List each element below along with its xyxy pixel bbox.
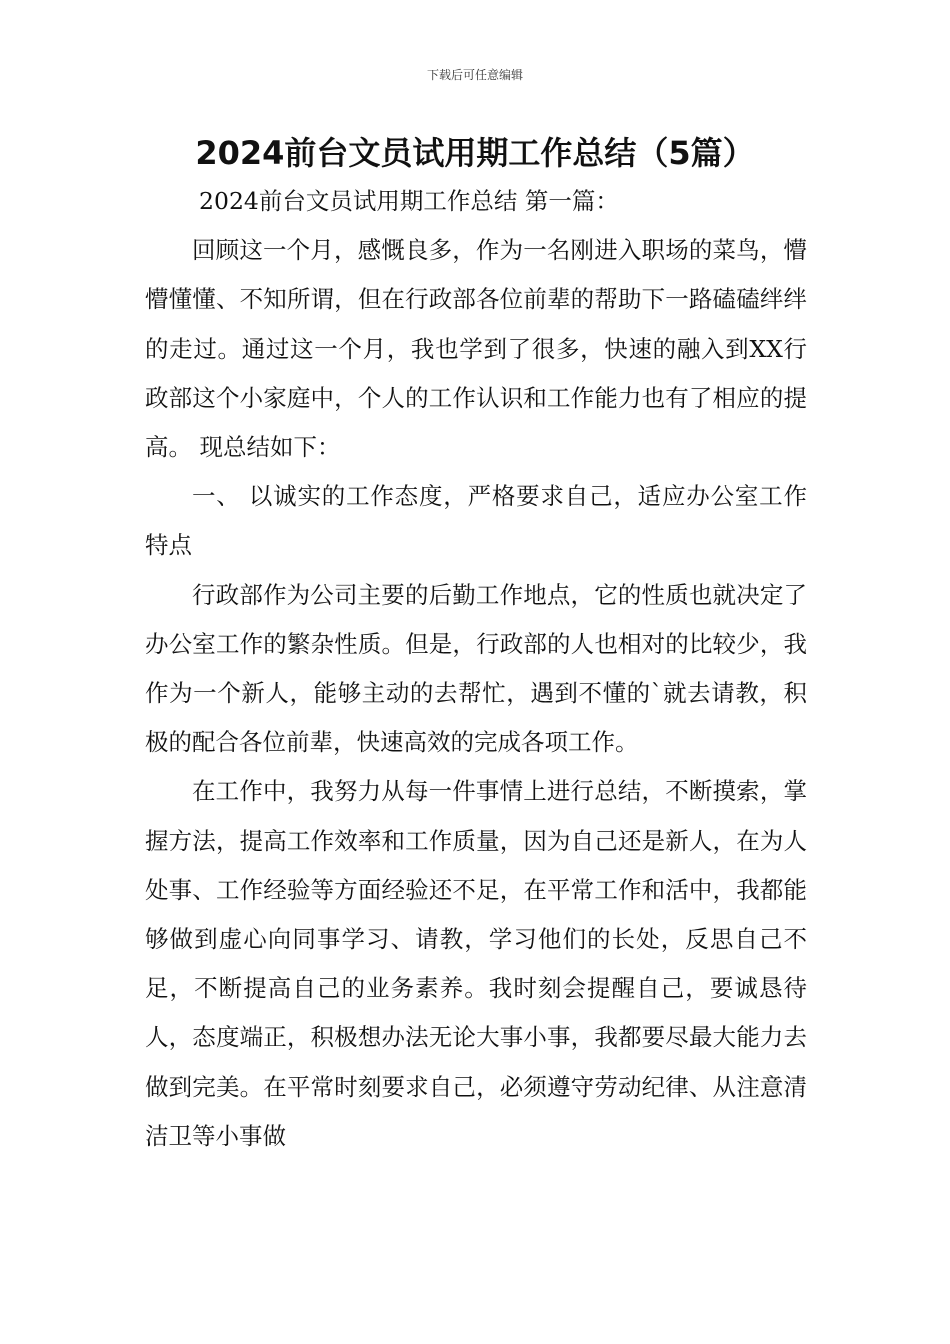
paragraph-1: 回顾这一个月，感慨良多，作为一名刚进入职场的菜鸟，懵懵懂懂、不知所谓，但在行政部各位前辈的帮助下一路磕磕绊绊的走过。通过这一个月，我也学到了很多，快速的融入到XX行政部这个小家庭中，个人的工作认识和工作能力也有了相应的提高。 现总结如下： [145, 236, 807, 462]
section-heading-1: 一、 以诚实的工作态度，严格要求自己，适应办公室工作特点 [145, 482, 807, 560]
document-title: 2024前台文员试用期工作总结（5篇） [195, 134, 755, 172]
header-note: 下载后可任意编辑 [426, 68, 523, 82]
section-subtitle: 2024前台文员试用期工作总结 第一篇： [199, 187, 619, 215]
paragraph-3: 在工作中，我努力从每一件事情上进行总结，不断摸索，掌握方法，提高工作效率和工作质量，因为自己还是新人，在为人处事、工作经验等方面经验还不足，在平常工作和活中，我都能够做到虚心向同事学习、请教，学习他们的长处，反思自己不足，不断提高自己的业务素养。我时刻会提醒自己，要诚恳待人，态度端正，积极想办法无论大事小事，我都要尽最大能力去做到完美。在平常时刻要求自己，必须遵守劳动纪律、从注意清洁卫等小事做 [145, 777, 807, 1150]
paragraph-2: 行政部作为公司主要的后勤工作地点，它的性质也就决定了办公室工作的繁杂性质。但是，行政部的人也相对的比较少，我作为一个新人，能够主动的去帮忙，遇到不懂的`就去请教，积极的配合各位前辈，快速高效的完成各项工作。 [145, 580, 807, 757]
document-body [145, 177, 807, 1161]
